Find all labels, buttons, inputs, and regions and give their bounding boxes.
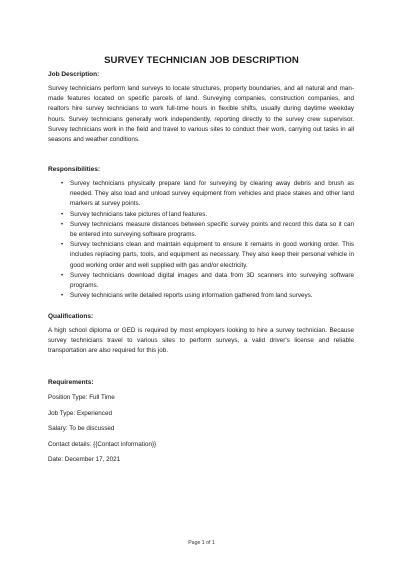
bullet-icon: •: [61, 181, 64, 187]
job-type-line: Job Type: Experienced: [48, 409, 112, 417]
bullet-icon: •: [61, 272, 64, 279]
qualifications-label: Qualifications:: [48, 313, 94, 320]
qualifications-text: A high school diploma or GED is required by most employers looking to hire a survey technician. Because survey technicians travel to various sites to perform surveys, a valid driver's license and reliable transportation are also required for this job.: [48, 327, 354, 355]
date-line: Date: December 17, 2021: [48, 456, 121, 464]
position-type-line: Position Type: Full Time: [48, 394, 115, 401]
job-description-text: Survey technicians perform land surveys to locate structures, property boundaries, and all natural and man-made features located on specific parcels of land. Surveying companies, construction companies, and realtors hire survey technicians to work full-time hours in flexible shifts, usually during daytime weekday hours. Survey technicians generally work independently, reporting directly to the survey crew supervisor. Survey technicians work in the field and travel to various sites to conduct their work, carrying out tasks in all seasons and weather conditions.: [48, 85, 354, 144]
job-description-label: Job Description:: [48, 71, 100, 78]
job-description-section: [48, 71, 354, 145]
requirements-list: [48, 390, 354, 468]
list-item: • Survey technicians write detailed reports using information gathered from land surveys.: [48, 291, 354, 301]
page-number: Page 1 of 1: [188, 540, 215, 546]
responsibilities-label: Responsibilities:: [48, 166, 101, 173]
list-item: • Survey technicians download digital images and data from 3D scanners into surveying software programs.: [61, 271, 354, 290]
bullet-icon: •: [61, 211, 64, 218]
salary-line: Salary: To be discussed: [48, 425, 115, 433]
list-item: • Survey technicians measure distances between specific survey points and record this data so it can be entered into surveying software programs.: [61, 220, 354, 239]
qualifications-section: [48, 313, 354, 357]
bullet-icon: •: [61, 293, 64, 300]
bullet-icon: •: [61, 221, 64, 228]
contact-details-line: Contact details: {{Contact information}}: [48, 440, 157, 448]
list-item: • Survey technicians physically prepare land for surveying by clearing away debris and brush as needed. They also load and unload survey equipment from vehicles and place stakes and other land markers at survey points.: [61, 180, 354, 208]
requirements-label: Requirements:: [48, 379, 94, 386]
list-item: • Survey technicians take pictures of land features.: [48, 210, 354, 220]
page-title: SURVEY TECHNICIAN JOB DESCRIPTION: [104, 55, 299, 66]
list-item: • Survey technicians clean and maintain equipment to ensure it remains in good working order. This includes replacing parts, tools, and equipment as necessary. They also keep their personal vehicle in good working order and well supplied with gas and/or electricity.: [61, 241, 354, 269]
responsibilities-list: [48, 179, 354, 301]
bullet-icon: •: [61, 242, 64, 249]
requirements-section: [48, 379, 354, 468]
responsibilities-section: [48, 166, 354, 301]
